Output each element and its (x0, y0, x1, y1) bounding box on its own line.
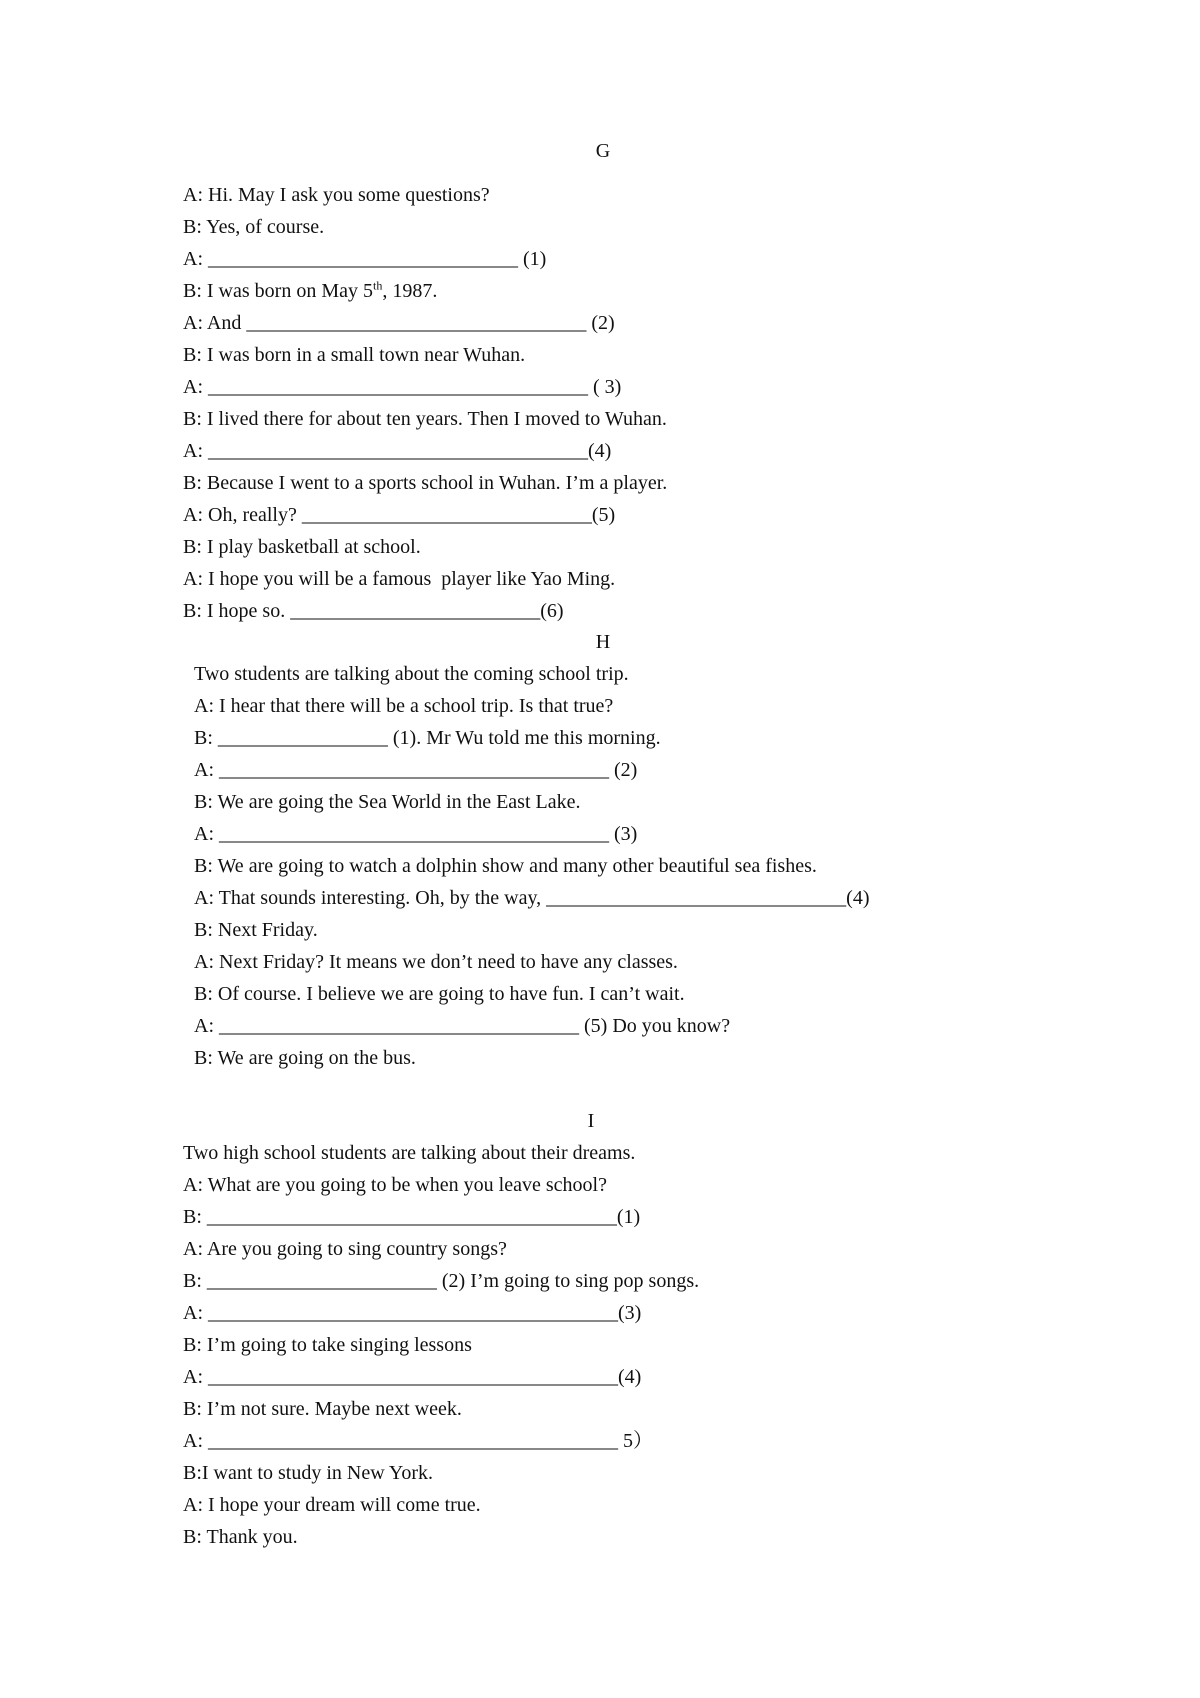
dialogue-line: A: Are you going to sing country songs? (183, 1238, 507, 1260)
dialogue-line: B: Thank you. (183, 1526, 298, 1548)
dialogue-line: A: Oh, really? _____________________________(5) (183, 504, 616, 526)
section-heading: I (587, 1110, 595, 1132)
dialogue-line: B: We are going to watch a dolphin show and many other beautiful sea fishes. (194, 855, 817, 877)
dialogue-line: B: I was born in a small town near Wuhan. (183, 344, 526, 366)
dialogue-intro: Two students are talking about the coming school trip. (194, 663, 629, 685)
dialogue-line: A: ______________________________________(4) (183, 440, 612, 462)
dialogue-line: B: _________________ (1). Mr Wu told me this morning. (194, 727, 661, 749)
dialogue-line: A: Hi. May I ask you some questions? (183, 184, 490, 206)
dialogue-line: A: ____________________________________ (5) Do you know? (194, 1015, 731, 1037)
dialogue-line: A: _________________________________________(3) (183, 1302, 642, 1324)
dialogue-line: B: Yes, of course. (183, 216, 325, 238)
dialogue-line: A: I hope you will be a famous player like Yao Ming. (183, 568, 616, 590)
dialogue-line: A: _________________________________________(4) (183, 1366, 642, 1388)
dialogue-line: B: I hope so. _________________________(6) (183, 600, 564, 622)
dialogue-line: B: Next Friday. (194, 919, 318, 941)
dialogue-line (183, 279, 437, 303)
dialogue-line: B: We are going the Sea World in the East Lake. (194, 791, 581, 813)
dialogue-line: A: I hear that there will be a school trip. Is that true? (194, 695, 614, 717)
dialogue-line: B: _________________________________________(1) (183, 1206, 641, 1228)
dialogue-line: A: _______________________________ (1) (183, 248, 547, 270)
dialogue-line: B:I want to study in New York. (183, 1462, 434, 1484)
dialogue-line: A: _________________________________________ 5） (183, 1430, 653, 1452)
dialogue-line: A: And __________________________________ (2) (183, 312, 615, 334)
dialogue-line: A: Next Friday? It means we don’t need to have any classes. (194, 951, 678, 973)
dialogue-line: A: ______________________________________ ( 3) (183, 376, 622, 398)
dialogue-line: B: Of course. I believe we are going to have fun. I can’t wait. (194, 983, 685, 1005)
section-heading: H (595, 631, 611, 653)
section-heading: G (595, 140, 611, 162)
dialogue-line: B: I play basketball at school. (183, 536, 421, 558)
line-text: , 1987. (382, 280, 438, 302)
dialogue-line: B: I’m not sure. Maybe next week. (183, 1398, 462, 1420)
dialogue-line: B: We are going on the bus. (194, 1047, 416, 1069)
dialogue-line: B: Because I went to a sports school in Wuhan. I’m a player. (183, 472, 668, 494)
dialogue-line: B: I’m going to take singing lessons (183, 1334, 472, 1356)
dialogue-line: B: I lived there for about ten years. Then I moved to Wuhan. (183, 408, 667, 430)
dialogue-intro: Two high school students are talking about their dreams. (183, 1142, 636, 1164)
dialogue-line: A: _______________________________________ (2) (194, 759, 638, 781)
dialogue-line: A: What are you going to be when you leave school? (183, 1174, 607, 1196)
dialogue-line: A: That sounds interesting. Oh, by the way, ______________________________(4) (194, 887, 870, 909)
dialogue-line: A: _______________________________________ (3) (194, 823, 638, 845)
dialogue-line: A: I hope your dream will come true. (183, 1494, 481, 1516)
ordinal-suffix: th (372, 278, 383, 293)
line-text: B: I was born on May 5 (183, 280, 373, 302)
dialogue-line: B: _______________________ (2) I’m going to sing pop songs. (183, 1270, 700, 1292)
